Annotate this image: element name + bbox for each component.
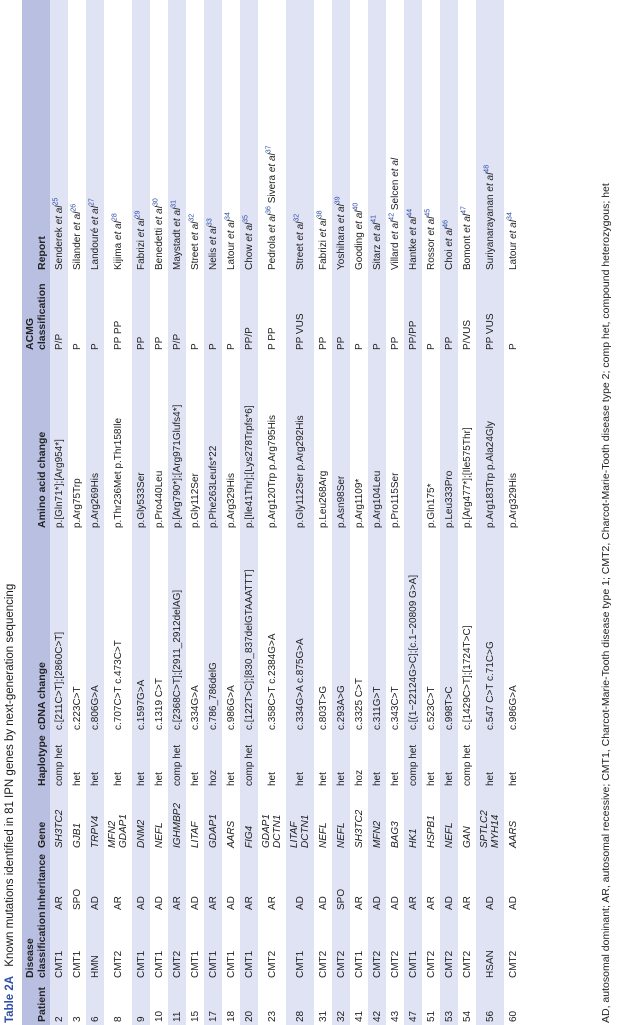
- cell-disease: CMT1: [50, 913, 68, 981]
- cell-acmg: PP VUS: [476, 273, 504, 353]
- header-inheritance: Inheritance: [22, 851, 50, 913]
- cell-patient: 56: [476, 981, 504, 1025]
- cell-acmg: P/P: [50, 273, 68, 353]
- cell-amino: p.Arg329His: [507, 472, 519, 528]
- cell-cdna: c.311G>T: [368, 531, 386, 733]
- cell-haplotype: hoz: [353, 769, 365, 786]
- cell-haplotype: het: [132, 733, 150, 789]
- header-acmg: ACMG classification: [22, 273, 50, 353]
- cell-disease: CMT1: [189, 950, 201, 978]
- table-row: [68, 0, 86, 1025]
- cell-report: Fabrizi et $al^{38}$: [316, 210, 329, 270]
- cell-haplotype: comp het: [404, 733, 422, 789]
- cell-cdna: c.786_786delG: [204, 531, 222, 733]
- cell-patient: 10: [153, 1010, 165, 1022]
- cell-report: Latour et $al^{34}$: [506, 212, 519, 270]
- cell-inheritance: AR: [240, 851, 258, 913]
- cell-report: Yoshihara et $al^{39}$: [332, 0, 350, 273]
- cell-cdna: c.[(1−22124G>C];[c.1−20809 G>A]: [404, 531, 422, 733]
- table-row: [104, 0, 132, 1025]
- cell-inheritance: AD: [317, 896, 329, 910]
- cell-cdna: c.547 C>T c.71C>G: [476, 531, 504, 733]
- mutations-table: [22, 0, 522, 1025]
- table-caption: [0, 584, 20, 1023]
- cell-haplotype: comp het: [461, 744, 473, 786]
- cell-patient: 60: [507, 1010, 519, 1022]
- cell-gene: NEFL: [332, 789, 350, 851]
- cell-disease: CMT2: [266, 950, 278, 978]
- cell-cdna: c.1319 C>T: [153, 678, 165, 730]
- header-gene: Gene: [22, 789, 50, 851]
- cell-amino: p.Arg75Trp: [71, 478, 83, 528]
- cell-haplotype: het: [507, 772, 519, 786]
- cell-inheritance: AD: [476, 851, 504, 913]
- cell-inheritance: AD: [507, 896, 519, 910]
- cell-amino: p.Leu268Arg: [317, 470, 329, 528]
- cell-haplotype: het: [368, 733, 386, 789]
- cell-inheritance: AD: [389, 896, 401, 910]
- cell-disease: CMT2: [317, 950, 329, 978]
- cell-disease: HSAN: [476, 913, 504, 981]
- cell-disease: CMT1: [204, 913, 222, 981]
- cell-disease: CMT1: [353, 950, 365, 978]
- cell-amino: p.Arg183Trp p.Ala24Gly: [476, 353, 504, 531]
- table-row: [150, 0, 168, 1025]
- cell-patient: 3: [71, 1016, 83, 1022]
- cell-gene: FIG4: [240, 789, 258, 851]
- cell-haplotype: comp het: [168, 733, 186, 789]
- cell-patient: 11: [168, 981, 186, 1025]
- cell-amino: p.Arg1109*: [353, 478, 365, 528]
- header-cdna: cDNA change: [22, 531, 50, 733]
- cell-acmg: P PP: [266, 327, 278, 350]
- cell-patient: 42: [368, 981, 386, 1025]
- cell-disease: CMT1: [404, 913, 422, 981]
- cell-report: Fabrizi et $al^{29}$: [132, 0, 150, 273]
- cell-amino: p.Pro440Leu: [153, 470, 165, 528]
- cell-patient: 43: [389, 1010, 401, 1022]
- cell-inheritance: AR: [266, 896, 278, 910]
- cell-amino: p.Phe263Leufs*22: [204, 353, 222, 531]
- cell-inheritance: AD: [86, 851, 104, 913]
- cell-haplotype: het: [425, 772, 437, 786]
- cell-acmg: P: [353, 343, 365, 350]
- cell-amino: p.[Arg790*];[Arg971Glufs4*]: [168, 353, 186, 531]
- cell-report: Latour et $al^{34}$: [224, 212, 237, 270]
- table-row: [440, 0, 458, 1025]
- cell-haplotype: het: [389, 772, 401, 786]
- cell-disease: CMT2: [368, 913, 386, 981]
- cell-gene: GDAP1 DCTN1: [261, 814, 283, 848]
- cell-acmg: PP/PP: [404, 273, 422, 353]
- cell-inheritance: AD: [153, 896, 165, 910]
- header-patient: Patient: [22, 981, 50, 1025]
- cell-disease: CMT2: [461, 950, 473, 978]
- cell-patient: 51: [425, 1010, 437, 1022]
- cell-haplotype: het: [112, 772, 124, 786]
- cell-cdna: c.[122T>C];[830_837delGTAAATTT]: [240, 531, 258, 733]
- cell-amino: p.Thr236Met p.Thr158Ile: [112, 417, 124, 528]
- cell-amino: p.[Gln71*];[Arg954*]: [50, 353, 68, 531]
- table-row: [132, 0, 150, 1025]
- cell-amino: p.Arg104Leu: [368, 353, 386, 531]
- cell-cdna: c.998T>C: [440, 531, 458, 733]
- cell-amino: p.Gly112Ser: [189, 473, 201, 528]
- cell-report: Nelis et $al^{33}$: [204, 0, 222, 273]
- cell-cdna: c.334G>A: [189, 685, 201, 730]
- cell-amino: p.[Ile41Thr];[Lys278Trpfs*6]: [240, 353, 258, 531]
- cell-inheritance: SPO: [332, 851, 350, 913]
- cell-acmg: P: [507, 343, 519, 350]
- table-row: [386, 0, 404, 1025]
- cell-gene: SH3TC2: [353, 809, 365, 848]
- cell-acmg: PP VUS: [286, 273, 314, 353]
- cell-disease: CMT2: [112, 950, 124, 978]
- cell-acmg: PP: [332, 273, 350, 353]
- cell-haplotype: het: [286, 733, 314, 789]
- cell-acmg: PP PP: [112, 320, 124, 350]
- cell-haplotype: het: [476, 733, 504, 789]
- cell-report: Pedrola et $al^{36}$ Sivera et $al^{37}$: [265, 145, 278, 270]
- table-row: [204, 0, 222, 1025]
- cell-inheritance: AR: [425, 896, 437, 910]
- cell-acmg: P: [425, 343, 437, 350]
- table-row: [504, 0, 522, 1025]
- cell-report: Choi et $al^{46}$: [440, 0, 458, 273]
- cell-cdna: c.334G>A c.875G>A: [286, 531, 314, 733]
- cell-haplotype: comp het: [240, 733, 258, 789]
- cell-report: Kijima et $al^{28}$: [111, 213, 124, 270]
- cell-acmg: PP: [132, 273, 150, 353]
- cell-disease: HMN: [86, 913, 104, 981]
- cell-disease: CMT2: [168, 913, 186, 981]
- table-row: [86, 0, 104, 1025]
- table-row: [476, 0, 504, 1025]
- cell-gene: HSPB1: [425, 815, 437, 848]
- table-row: [422, 0, 440, 1025]
- cell-disease: CMT2: [425, 950, 437, 978]
- table-row: [168, 0, 186, 1025]
- cell-gene: GAN: [461, 826, 473, 848]
- cell-acmg: PP: [153, 336, 165, 350]
- table-row: [186, 0, 204, 1025]
- cell-cdna: c.986G>A: [225, 685, 237, 730]
- cell-amino: p.Gln175*: [425, 483, 437, 528]
- cell-patient: 53: [440, 981, 458, 1025]
- table-row: [258, 0, 286, 1025]
- cell-haplotype: het: [153, 772, 165, 786]
- cell-disease: CMT1: [132, 913, 150, 981]
- cell-gene: AARS: [507, 820, 519, 848]
- cell-patient: 6: [86, 981, 104, 1025]
- cell-inheritance: AD: [132, 851, 150, 913]
- cell-disease: CMT1: [240, 913, 258, 981]
- cell-amino: [404, 353, 422, 531]
- table-row: [350, 0, 368, 1025]
- cell-amino: p.Asn98Ser: [332, 353, 350, 531]
- cell-gene: LITAF: [189, 821, 201, 848]
- cell-inheritance: AD: [440, 851, 458, 913]
- cell-inheritance: AD: [225, 896, 237, 910]
- cell-acmg: P: [71, 343, 83, 350]
- table-row: [314, 0, 332, 1025]
- cell-patient: 15: [189, 1010, 201, 1022]
- cell-report: Senderek et $al^{25}$: [50, 0, 68, 273]
- table-row: [368, 0, 386, 1025]
- cell-report: Suriyanarayanan et $al^{48}$: [476, 0, 504, 273]
- cell-gene: DNM2: [132, 789, 150, 851]
- cell-amino: p.[Arg477*];[Ile575Thr]: [461, 427, 473, 528]
- table-title: Known mutations identified in 81 IPN genes by next-generation sequencing: [4, 583, 16, 967]
- cell-inheritance: SPO: [71, 888, 83, 910]
- cell-report: Street et $al^{32}$: [286, 0, 314, 273]
- cell-gene: HK1: [404, 789, 422, 851]
- cell-disease: CMT2: [332, 913, 350, 981]
- cell-cdna: c.3325 C>T: [353, 678, 365, 730]
- cell-gene: TRPV4: [86, 789, 104, 851]
- cell-amino: p.Arg120Trp p.Arg795His: [266, 414, 278, 528]
- cell-patient: 8: [112, 1016, 124, 1022]
- cell-amino: p.Arg269His: [86, 353, 104, 531]
- table-row: [458, 0, 476, 1025]
- cell-haplotype: het: [71, 772, 83, 786]
- cell-cdna: c.1597G>A: [132, 531, 150, 733]
- cell-disease: CMT1: [225, 950, 237, 978]
- cell-acmg: P: [189, 343, 201, 350]
- cell-haplotype: het: [86, 733, 104, 789]
- cell-patient: 9: [132, 981, 150, 1025]
- cell-cdna: c.293A>G: [332, 531, 350, 733]
- cell-patient: 20: [240, 981, 258, 1025]
- cell-gene: NEFL: [153, 822, 165, 848]
- table-row: [404, 0, 422, 1025]
- cell-inheritance: AR: [112, 896, 124, 910]
- header-disease: Disease classification: [22, 913, 50, 981]
- cell-cdna: c.707C>T c.473C>T: [112, 640, 124, 730]
- cell-cdna: c.[1429C>T];[1724T>C]: [461, 625, 473, 730]
- cell-patient: 31: [317, 1010, 329, 1022]
- cell-cdna: c.523C>T: [425, 686, 437, 730]
- cell-patient: 17: [204, 981, 222, 1025]
- cell-haplotype: het: [440, 733, 458, 789]
- cell-gene: IGHMBP2: [168, 789, 186, 851]
- header-amino: Amino acid change: [22, 353, 50, 531]
- table-label: Table 2A: [4, 975, 16, 1023]
- cell-acmg: P: [368, 273, 386, 353]
- cell-report: Chow et $al^{35}$: [240, 0, 258, 273]
- cell-cdna: c.986G>A: [507, 685, 519, 730]
- cell-haplotype: het: [189, 772, 201, 786]
- cell-acmg: P: [86, 273, 104, 353]
- cell-cdna: c.358C>T c.2384G>A: [266, 633, 278, 730]
- table-row: [240, 0, 258, 1025]
- header-haplotype: Haplotype: [22, 733, 50, 789]
- cell-disease: CMT1: [153, 950, 165, 978]
- cell-disease: CMT1: [286, 913, 314, 981]
- header-report: Report: [22, 0, 50, 273]
- cell-gene: GJB1: [71, 822, 83, 848]
- cell-gene: BAG3: [389, 821, 401, 848]
- cell-acmg: P/P: [168, 273, 186, 353]
- cell-cdna: c.223C>T: [71, 686, 83, 730]
- table-row: [332, 0, 350, 1025]
- cell-patient: 47: [404, 981, 422, 1025]
- cell-haplotype: het: [332, 733, 350, 789]
- cell-disease: CMT2: [440, 913, 458, 981]
- cell-disease: CMT2: [507, 950, 519, 978]
- cell-report: Gooding et $al^{40}$: [352, 202, 365, 270]
- cell-haplotype: het: [225, 772, 237, 786]
- cell-acmg: PP: [317, 336, 329, 350]
- cell-patient: 23: [266, 1010, 278, 1022]
- table-body: [50, 0, 522, 1025]
- cell-amino: p.Pro115Ser: [389, 472, 401, 528]
- cell-report: Bomont et $al^{47}$: [460, 206, 473, 270]
- cell-disease: CMT2: [389, 950, 401, 978]
- cell-report: Hantke et $al^{44}$: [404, 0, 422, 273]
- cell-gene: MFN2: [368, 789, 386, 851]
- cell-inheritance: AR: [204, 851, 222, 913]
- cell-gene: SH3TC2: [50, 789, 68, 851]
- cell-haplotype: hoz: [204, 733, 222, 789]
- cell-acmg: P: [225, 343, 237, 350]
- cell-gene: NEFL: [440, 789, 458, 851]
- cell-inheritance: AR: [461, 896, 473, 910]
- cell-cdna: c.[2368C>T];[2911_2912delAG]: [168, 531, 186, 733]
- cell-haplotype: het: [266, 772, 278, 786]
- cell-report: Landouré et $al^{27}$: [86, 0, 104, 273]
- cell-amino: p.Gly533Ser: [132, 353, 150, 531]
- cell-amino: p.Gly112Ser p.Arg292His: [286, 353, 314, 531]
- cell-gene: MFN2 GDAP1: [107, 814, 129, 848]
- cell-inheritance: AR: [50, 851, 68, 913]
- cell-inheritance: AD: [189, 896, 201, 910]
- cell-amino: p.Leu333Pro: [440, 353, 458, 531]
- table-footnote: AD, autosomal dominant; AR, autosomal recessive; CMT1, Charcot-Marie-Tooth disease type 1; CMT2, Charcot-Marie-Tooth disease type 2; comp het, compound heterozygous; het: [600, 183, 612, 1023]
- cell-report: Benedetti et $al^{30}$: [152, 198, 165, 270]
- cell-patient: 18: [225, 1010, 237, 1022]
- table-header: [22, 0, 50, 1025]
- cell-gene: LITAF DCTN1: [286, 789, 314, 851]
- cell-inheritance: AD: [286, 851, 314, 913]
- cell-inheritance: AR: [404, 851, 422, 913]
- table-row: [50, 0, 68, 1025]
- cell-patient: 54: [461, 1010, 473, 1022]
- cell-acmg: P/VUS: [461, 319, 473, 350]
- cell-gene: SPTLC2 MYH14: [476, 789, 504, 851]
- cell-patient: 28: [286, 981, 314, 1025]
- cell-disease: CMT1: [71, 950, 83, 978]
- cell-gene: NEFL: [317, 822, 329, 848]
- cell-report: Rossor et $al^{45}$: [424, 208, 437, 270]
- cell-report: Villard et $al^{42}$ Selcen et al: [388, 157, 401, 270]
- cell-acmg: P: [204, 273, 222, 353]
- cell-cdna: c.[211C>T];[2860C>T]: [50, 531, 68, 733]
- cell-cdna: c.806G>A: [86, 531, 104, 733]
- cell-inheritance: AR: [353, 896, 365, 910]
- cell-inheritance: AD: [368, 851, 386, 913]
- cell-report: Sitarz et $al^{41}$: [368, 0, 386, 273]
- cell-acmg: PP/P: [240, 273, 258, 353]
- cell-amino: p.Arg329His: [225, 472, 237, 528]
- cell-patient: 2: [50, 981, 68, 1025]
- cell-acmg: PP: [389, 336, 401, 350]
- cell-patient: 41: [353, 1010, 365, 1022]
- cell-acmg: PP: [440, 273, 458, 353]
- cell-haplotype: het: [317, 772, 329, 786]
- cell-patient: 32: [332, 981, 350, 1025]
- table-row: [222, 0, 240, 1025]
- cell-report: Silander et $al^{26}$: [70, 203, 83, 270]
- cell-report: Street et $al^{32}$: [188, 213, 201, 270]
- cell-inheritance: AR: [168, 851, 186, 913]
- cell-gene: GDAP1: [204, 789, 222, 851]
- table-row: [286, 0, 314, 1025]
- cell-cdna: c.343C>T: [389, 686, 401, 730]
- cell-haplotype: comp het: [50, 733, 68, 789]
- cell-gene: AARS: [225, 820, 237, 848]
- cell-cdna: c.803T>G: [317, 685, 329, 730]
- cell-report: Maystadt et $al^{31}$: [168, 0, 186, 273]
